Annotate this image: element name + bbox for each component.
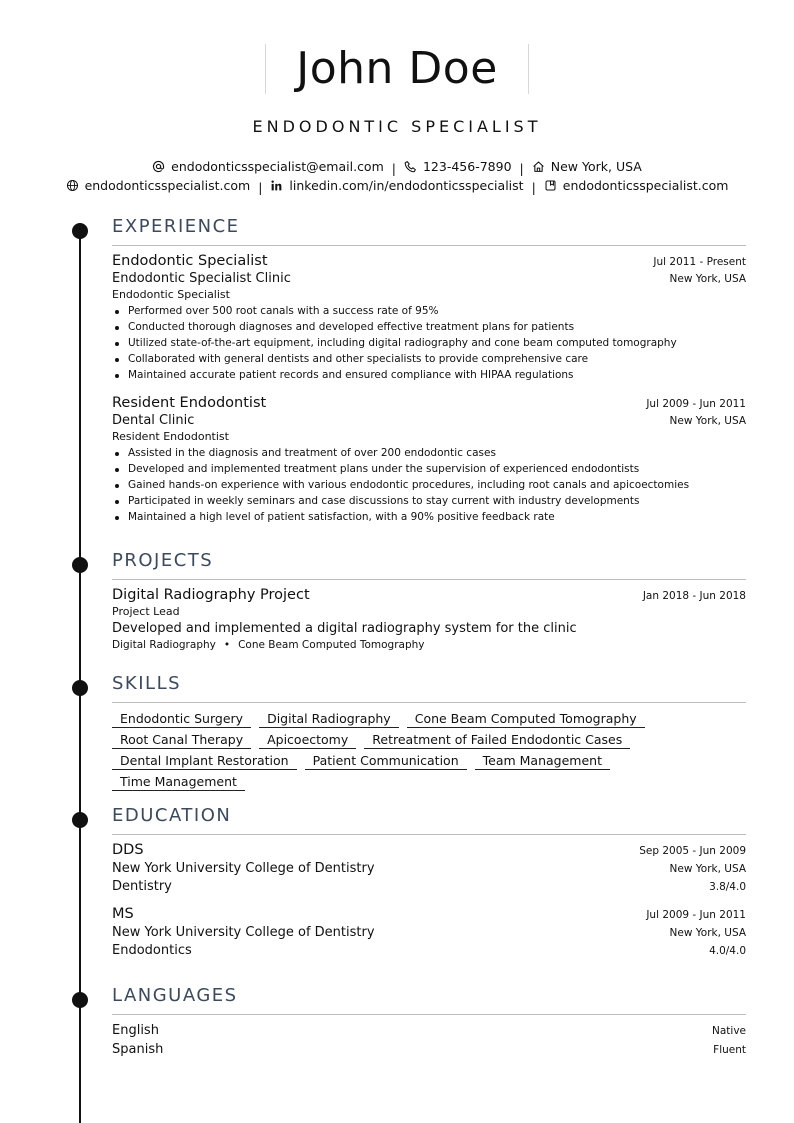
skill-tag: Apicoectomy (259, 732, 356, 749)
linkedin-icon (270, 179, 283, 192)
project-keywords (112, 639, 746, 651)
list-item: Gained hands-on experience with various endodontic procedures, including root canals and apicoectomies (112, 477, 746, 493)
experience-entry (112, 253, 746, 383)
location: New York, USA (669, 415, 746, 427)
date-range: Jul 2009 - Jun 2011 (646, 398, 746, 410)
separator: | (531, 180, 536, 195)
project-name: Digital Radiography Project (112, 587, 310, 603)
job-title: ENDODONTIC SPECIALIST (252, 117, 542, 136)
subtitle: Resident Endodontist (112, 430, 229, 443)
list-item: Collaborated with general dentists and other specialists to provide comprehensive care (112, 351, 746, 367)
list-item: Maintained a high level of patient satisfaction, with a 90% positive feedback rate (112, 509, 746, 525)
list-item: Maintained accurate patient records and ensured compliance with HIPAA regulations (112, 367, 746, 383)
separator: | (519, 161, 524, 176)
section-title: LANGUAGES (112, 985, 238, 1006)
location: New York, USA (669, 273, 746, 285)
home-icon (532, 160, 545, 173)
email-text[interactable]: endodonticsspecialist@email.com (171, 159, 384, 174)
school: New York University College of Dentistry (112, 925, 375, 940)
portfolio-link[interactable]: endodonticsspecialist.com (562, 178, 729, 193)
skill-tag: Endodontic Surgery (112, 711, 251, 728)
divider (112, 834, 746, 835)
role-title: Endodontic Specialist (112, 253, 268, 269)
timeline-dot (72, 557, 88, 573)
list-item: Participated in weekly seminars and case discussions to stay current with industry developments (112, 493, 746, 509)
section-title: SKILLS (112, 673, 182, 694)
timeline-dot (72, 680, 88, 696)
separator: | (258, 180, 263, 195)
date-range: Jul 2009 - Jun 2011 (646, 909, 746, 921)
skill-list (112, 711, 746, 791)
phone-text[interactable]: 123-456-7890 (422, 159, 512, 174)
skills-section (112, 672, 746, 791)
degree: DDS (112, 842, 144, 858)
education-entry (112, 842, 746, 894)
separator: | (391, 161, 396, 176)
phone-icon (404, 160, 417, 173)
language-row (112, 1042, 746, 1057)
skill-tag: Root Canal Therapy (112, 732, 251, 749)
at-icon (152, 160, 165, 173)
skill-tag: Digital Radiography (259, 711, 399, 728)
organization: Endodontic Specialist Clinic (112, 271, 291, 286)
language-level: Native (712, 1025, 746, 1037)
degree: MS (112, 906, 134, 922)
role-title: Resident Endodontist (112, 395, 267, 411)
date-range: Sep 2005 - Jun 2009 (639, 845, 746, 857)
field-of-study: Endodontics (112, 943, 192, 958)
keyword: Digital Radiography (112, 639, 216, 651)
contact-line-2 (0, 178, 794, 195)
keyword-separator: • (223, 639, 231, 651)
skill-tag: Patient Communication (305, 753, 467, 770)
divider (112, 579, 746, 580)
date-range: Jan 2018 - Jun 2018 (642, 590, 746, 602)
bullet-list (112, 445, 746, 525)
timeline-line (79, 230, 81, 1123)
keyword: Cone Beam Computed Tomography (238, 639, 425, 651)
education-section (112, 804, 746, 958)
list-item: Conducted thorough diagnoses and developed effective treatment plans for patients (112, 319, 746, 335)
section-title: PROJECTS (112, 550, 214, 571)
gpa: 4.0/4.0 (709, 945, 746, 957)
skill-tag: Team Management (475, 753, 610, 770)
list-item: Assisted in the diagnosis and treatment of over 200 endodontic cases (112, 445, 746, 461)
education-entry (112, 906, 746, 958)
list-item: Utilized state-of-the-art equipment, including digital radiography and cone beam computed tomography (112, 335, 746, 351)
language-name: Spanish (112, 1042, 164, 1057)
contact-line-1 (0, 159, 794, 176)
skill-tag: Dental Implant Restoration (112, 753, 297, 770)
timeline-dot (72, 223, 88, 239)
language-level: Fluent (713, 1044, 746, 1056)
location: New York, USA (669, 863, 746, 875)
language-name: English (112, 1023, 159, 1038)
language-row (112, 1023, 746, 1038)
globe-icon (66, 179, 79, 192)
project-description: Developed and implemented a digital radiography system for the clinic (112, 621, 577, 636)
section-title: EDUCATION (112, 805, 232, 826)
school: New York University College of Dentistry (112, 861, 375, 876)
skill-tag: Time Management (112, 774, 245, 791)
skill-tag: Cone Beam Computed Tomography (407, 711, 645, 728)
project-entry (112, 587, 746, 651)
project-role: Project Lead (112, 605, 180, 618)
experience-entry (112, 395, 746, 525)
projects-section (112, 549, 746, 651)
languages-section (112, 984, 746, 1057)
divider (112, 245, 746, 246)
timeline-dot (72, 992, 88, 1008)
organization: Dental Clinic (112, 413, 195, 428)
portfolio-icon (544, 179, 557, 192)
section-title: EXPERIENCE (112, 216, 240, 237)
skill-tag: Retreatment of Failed Endodontic Cases (364, 732, 630, 749)
divider (112, 702, 746, 703)
person-name: John Doe (265, 44, 529, 94)
divider (112, 1014, 746, 1015)
location: New York, USA (669, 927, 746, 939)
linkedin-link[interactable]: linkedin.com/in/endodonticsspecialist (289, 178, 524, 193)
gpa: 3.8/4.0 (709, 881, 746, 893)
website-link[interactable]: endodonticsspecialist.com (84, 178, 251, 193)
subtitle: Endodontic Specialist (112, 288, 230, 301)
list-item: Performed over 500 root canals with a success rate of 95% (112, 303, 746, 319)
timeline-dot (72, 812, 88, 828)
bullet-list (112, 303, 746, 383)
location-text: New York, USA (550, 159, 642, 174)
list-item: Developed and implemented treatment plans under the supervision of experienced endodontists (112, 461, 746, 477)
experience-section (112, 215, 746, 525)
field-of-study: Dentistry (112, 879, 172, 894)
date-range: Jul 2011 - Present (653, 256, 746, 268)
name-header (0, 44, 794, 94)
